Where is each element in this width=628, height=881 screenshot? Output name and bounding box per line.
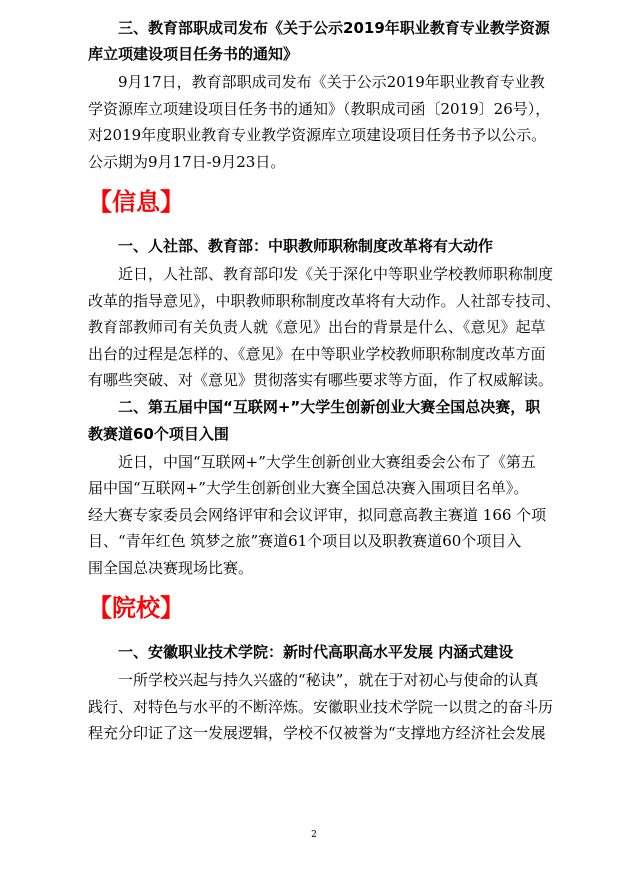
paragraph-line: 践行、对特色与水平的不断淬炼。安徽职业技术学院一以贯之的奋斗历 bbox=[88, 698, 554, 716]
paragraph-line: 近日，人社部、教育部印发《关于深化中等职业学校教师职称制度 bbox=[118, 265, 554, 283]
paragraph-line: 经大赛专家委员会网络评审和会议评审，拟同意高教主赛道 166 个项 bbox=[88, 506, 547, 524]
paragraph-line: 公示期为9月17日-9月23日。 bbox=[88, 153, 286, 171]
paragraph-line: 改革的指导意见》，中职教师职称制度改革将有大动作。人社部专技司、 bbox=[88, 292, 561, 310]
paragraph-line: 近日，中国“互联网+”大学生创新创业大赛组委会公布了《第五 bbox=[118, 453, 536, 471]
paragraph-line: 有哪些突破、对《意见》贯彻落实有哪些要求等方面，作了权威解读。 bbox=[88, 371, 554, 389]
item-title-line: 库立项建设项目任务书的通知》 bbox=[88, 45, 299, 63]
paragraph-line: 一所学校兴起与持久兴盛的“秘诀”，就在于对初心与使命的认真 bbox=[118, 671, 539, 689]
paragraph-line: 围全国总决赛现场比赛。 bbox=[88, 559, 254, 577]
paragraph-line: 出台的过程是怎样的、《意见》在中等职业学校教师职称制度改革方面 bbox=[88, 345, 546, 363]
section-heading-school: 【院校】 bbox=[88, 594, 184, 622]
paragraph-line: 目、“青年红色 筑梦之旅”赛道61个项目以及职教赛道60个项目入 bbox=[88, 532, 522, 550]
paragraph-line: 9月17日，教育部职成司发布《关于公示2019年职业教育专业教 bbox=[118, 73, 545, 91]
item-title-line: 教赛道60个项目入围 bbox=[88, 425, 229, 443]
item-title-line: 二、第五届中国“互联网+”大学生创新创业大赛全国总决赛，职 bbox=[118, 398, 541, 416]
paragraph-line: 教育部教师司有关负责人就《意见》出台的背景是什么、《意见》起草 bbox=[88, 318, 546, 336]
section-heading-info: 【信息】 bbox=[88, 188, 184, 216]
paragraph-line: 对2019年度职业教育专业教学资源库立项建设项目任务书予以公示。 bbox=[88, 126, 547, 144]
paragraph-line: 届中国“互联网+”大学生创新创业大赛全国总决赛入围项目名单》。 bbox=[88, 479, 529, 497]
item-title-line: 一、人社部、教育部：中职教师职称制度改革将有大动作 bbox=[118, 237, 494, 255]
paragraph-line: 程充分印证了这一发展逻辑，学校不仅被誉为“支撑地方经济社会发展 bbox=[88, 724, 546, 742]
page-number: 2 bbox=[311, 830, 317, 840]
item-title-line: 三、教育部职成司发布《关于公示2019年职业教育专业教学资源 bbox=[118, 19, 550, 37]
paragraph-line: 学资源库立项建设项目任务书的通知》（教职成司函〔2019〕26号）， bbox=[88, 100, 551, 118]
item-title-line: 一、安徽职业技术学院：新时代高职高水平发展 内涵式建设 bbox=[118, 643, 514, 661]
